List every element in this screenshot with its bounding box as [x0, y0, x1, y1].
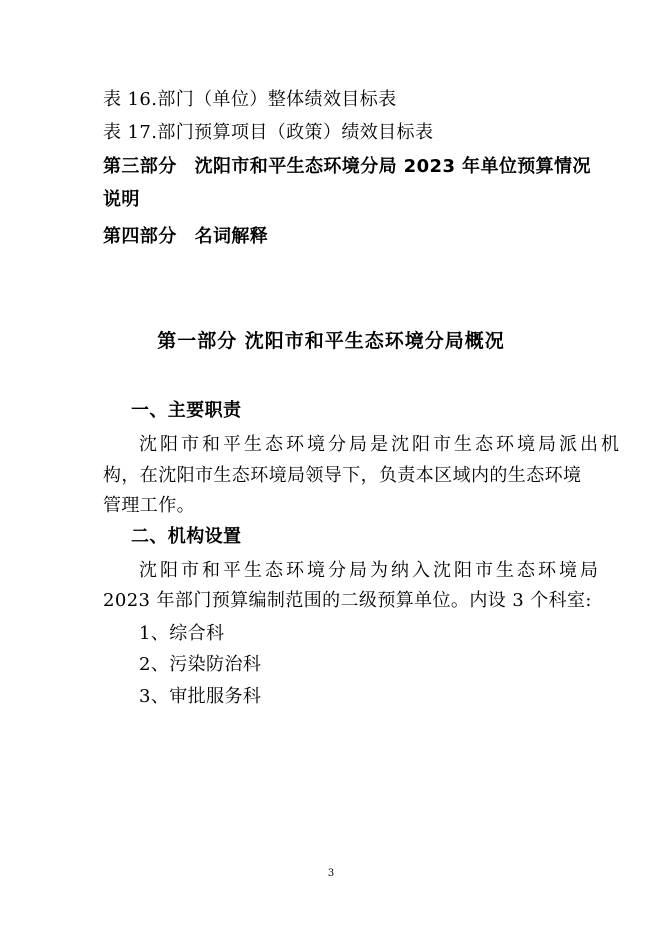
toc-part-3	[103, 155, 591, 179]
section-2-paragraph-line: 沈阳市和平生态环境分局为纳入沈阳市生态环境局	[139, 560, 601, 581]
section-2-heading: 二、机构设置	[131, 526, 242, 547]
section-1-paragraph-line: 构，在沈阳市生态环境局领导下，负责本区域内的生态环境	[103, 465, 582, 486]
page-number: 3	[327, 868, 335, 879]
toc-part-4-title: 名词解释	[194, 226, 269, 247]
toc-part-3-label: 第三部分	[103, 156, 177, 177]
toc-part-3-title-continued: 说明	[103, 189, 140, 210]
part-1-title: 第一部分 沈阳市和平生态环境分局概况	[157, 330, 505, 352]
toc-part-4-label: 第四部分	[103, 226, 177, 247]
section-1-paragraph-line: 管理工作。	[103, 495, 195, 516]
office-list-item: 3、审批服务科	[139, 686, 262, 707]
toc-part-4	[103, 225, 268, 249]
section-2-paragraph-line: 2023 年部门预算编制范围的二级预算单位。内设 3 个科室:	[103, 590, 592, 611]
section-1-paragraph-line: 沈阳市和平生态环境分局是沈阳市生态环境局派出机	[139, 434, 622, 455]
office-list-item: 2、污染防治科	[139, 654, 262, 675]
toc-part-3-title: 沈阳市和平生态环境分局 2023 年单位预算情况	[194, 156, 591, 177]
toc-item-table-17: 表 17.部门预算项目（政策）绩效目标表	[103, 122, 434, 143]
toc-item-table-16: 表 16.部门（单位）整体绩效目标表	[103, 89, 397, 110]
office-list-item: 1、综合科	[139, 623, 225, 644]
section-1-heading: 一、主要职责	[131, 400, 242, 421]
